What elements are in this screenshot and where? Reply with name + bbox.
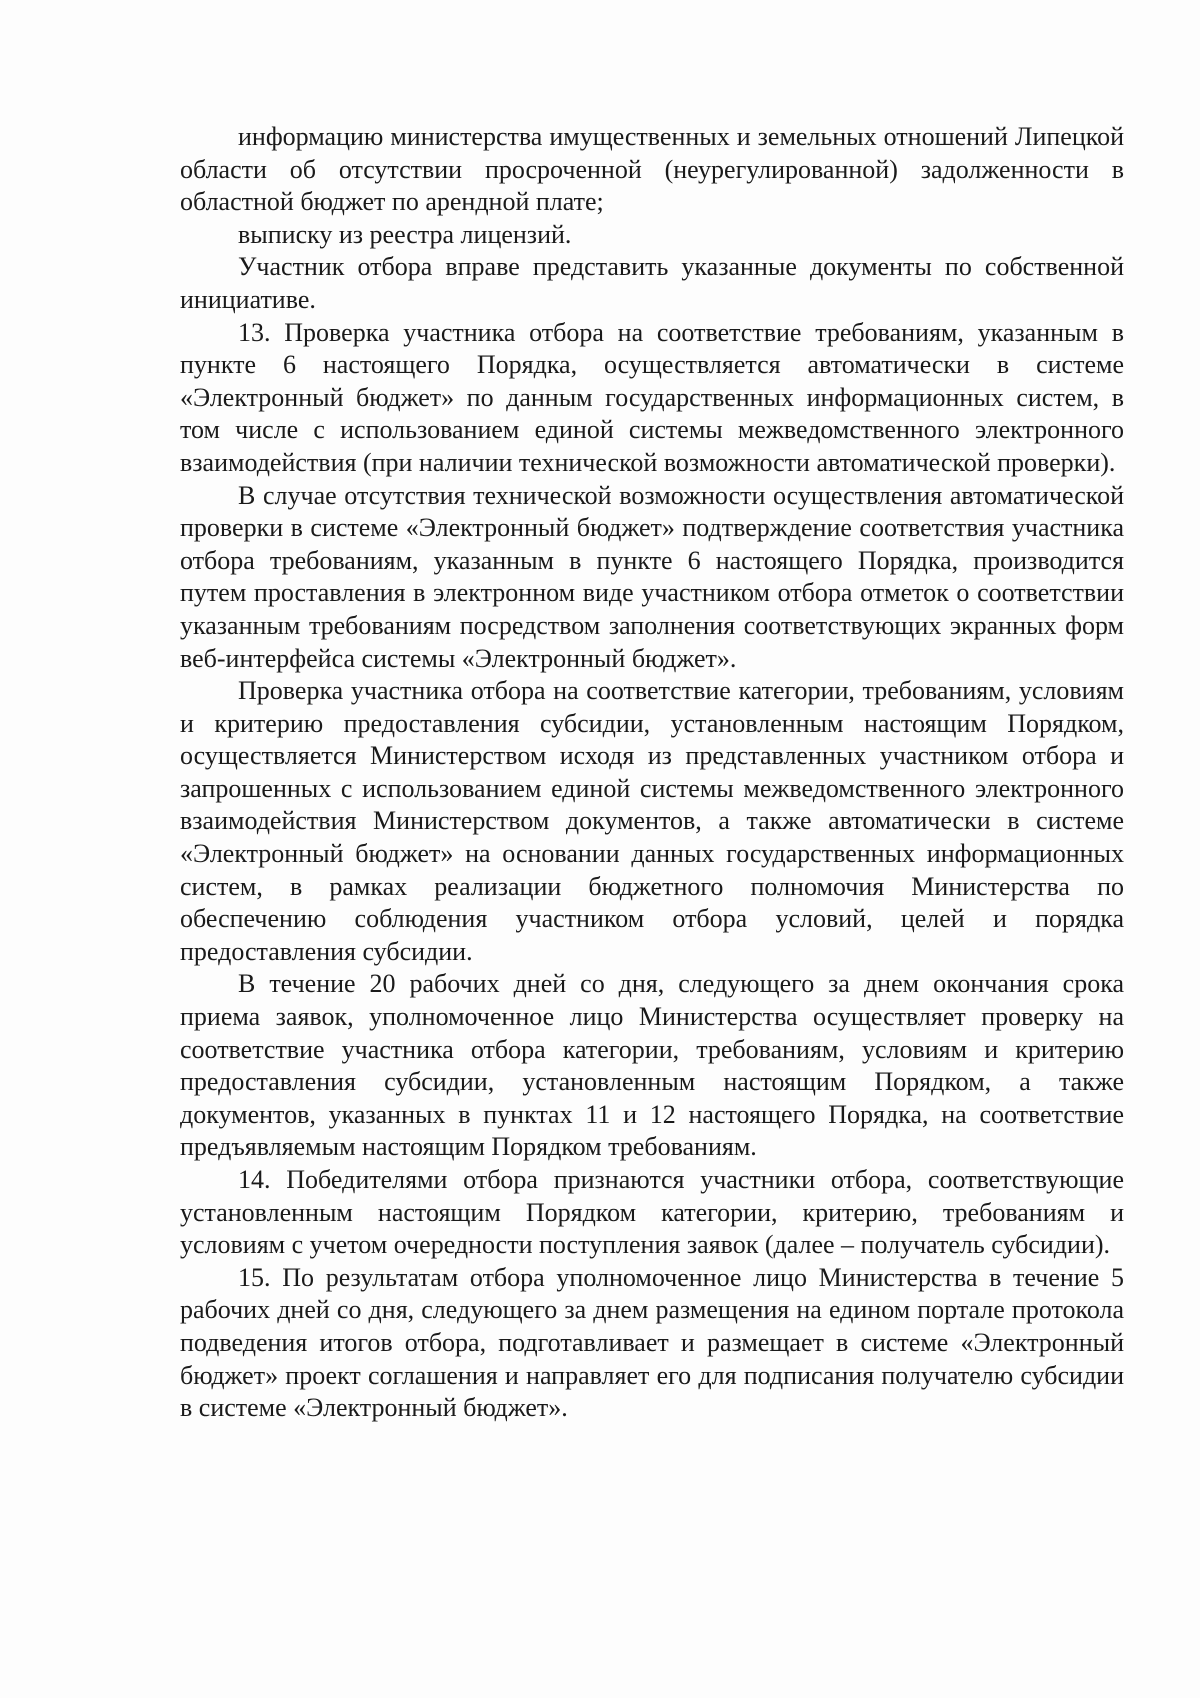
paragraph-no-technical-possibility: В случае отсутствия технической возможности осуществления автоматической проверки в системе «Электронный бюджет» подтверждение соответствия участника отбора требованиям, указанным в пункте 6 настоящего Порядка, производится путем проставления в электронном виде участником отбора отметок о соответствии указанным требованиям посредством заполнения соответствующих экранных форм веб-интерфейса системы «Электронный бюджет». [180,480,1124,673]
paragraph-license-registry-extract: выписку из реестра лицензий. [238,219,572,249]
paragraph-ministry-verification: Проверка участника отбора на соответствие категории, требованиям, условиям и критерию предоставления субсидии, установленным настоящим Порядком, осуществляется Министерством исходя из представленных участником отбора и запрошенных с использованием единой системы межведомственного электронного взаимодействия Министерством документов, а также автоматически в системе «Электронный бюджет» на основании данных государственных информационных систем, в рамках реализации бюджетного полномочия Министерства по обеспечению соблюдения участником отбора условий, целей и порядка предоставления субсидии. [180,676,1124,966]
paragraph-clause-15: 15. По результатам отбора уполномоченное лицо Министерства в течение 5 рабочих дней со дня, следующего за днем размещения на едином портале протокола подведения итогов отбора, подготавливает и размещает в системе «Электронный бюджет» проект соглашения и направляет его для подписания получателю субсидии в системе «Электронный бюджет». [180,1262,1124,1423]
paragraph-20-working-days: В течение 20 рабочих дней со дня, следующего за днем окончания срока приема заявок, уполномоченное лицо Министерства осуществляет проверку на соответствие участника отбора категории, требованиям, условиям и критерию предоставления субсидии, установленным настоящим Порядком, а также документов, указанных в пунктах 11 и 12 настоящего Порядка, на соответствие предъявляемым настоящим Порядком требованиям. [180,969,1124,1162]
paragraph-property-ministry-info: информацию министерства имущественных и земельных отношений Липецкой области об отсутствии просроченной (неурегулированной) задолженности в областной бюджет по арендной плате; [180,122,1124,217]
paragraph-clause-14: 14. Победителями отбора признаются участники отбора, соответствующие установленным настоящим Порядком категории, критерию, требованиям и условиям с учетом очередности поступления заявок (далее – получатель субсидии). [180,1165,1124,1260]
paragraph-clause-13: 13. Проверка участника отбора на соответствие требованиям, указанным в пункте 6 настоящего Порядка, осуществляется автоматически в системе «Электронный бюджет» по данным государственных информационных систем, в том числе с использованием единой системы межведомственного электронного взаимодействия (при наличии технической возможности автоматической проверки). [180,317,1124,477]
document-body [180,121,1124,1425]
paragraph-own-initiative: Участник отбора вправе представить указанные документы по собственной инициативе. [180,252,1124,314]
